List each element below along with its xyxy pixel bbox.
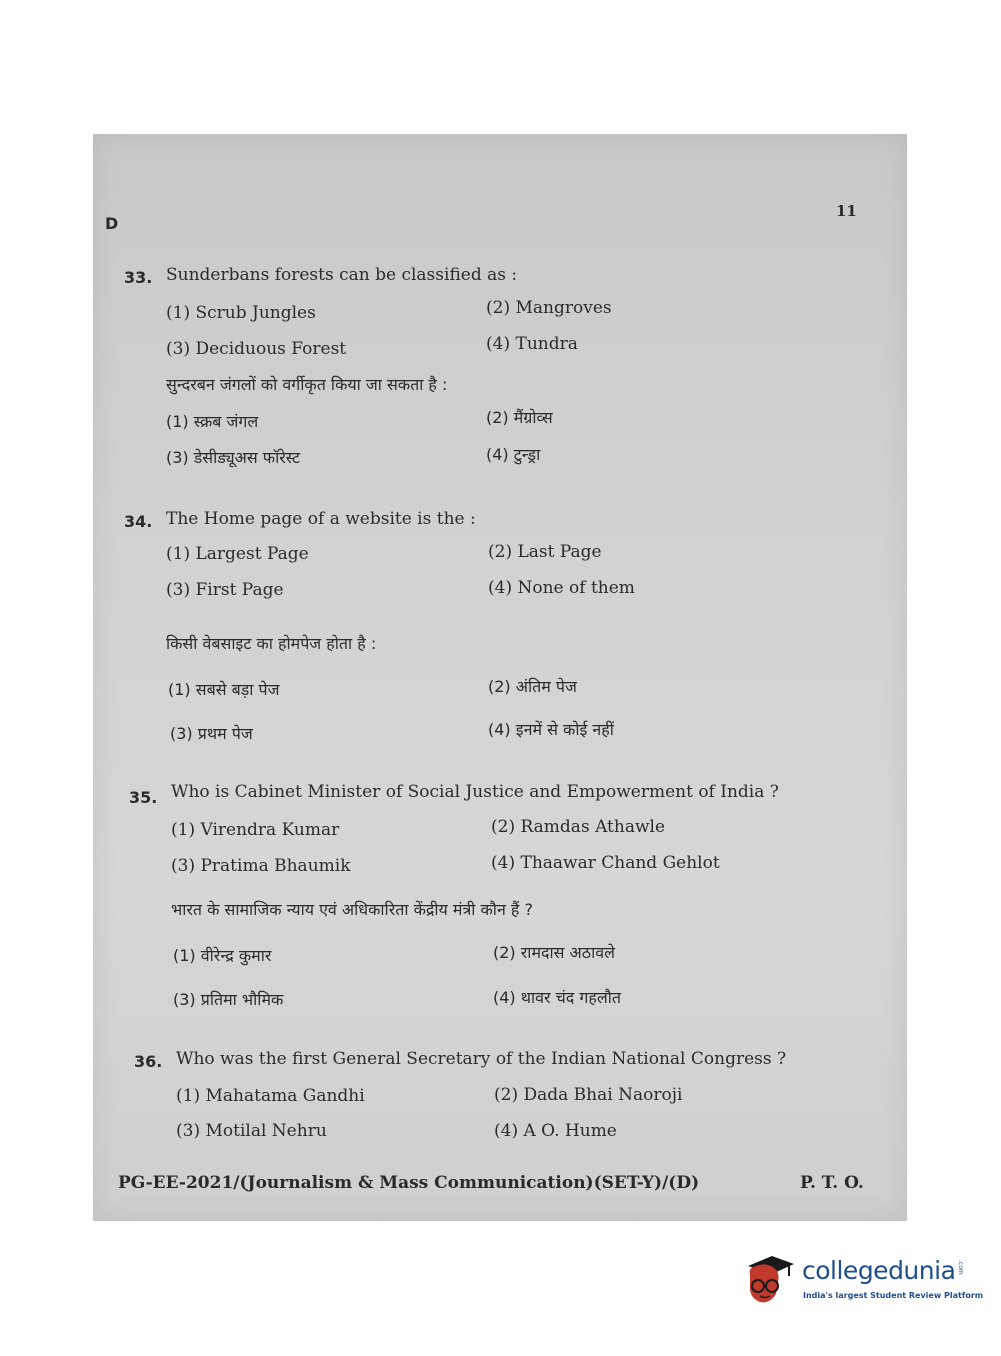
option: (1) Virendra Kumar: [171, 820, 340, 840]
option: (3) First Page: [166, 580, 284, 600]
option-hindi: (1) सबसे बड़ा पेज: [168, 680, 280, 699]
option-hindi: (3) डेसीड्यूअस फॉरेस्ट: [166, 448, 301, 467]
option-hindi: (3) प्रतिमा भौमिक: [173, 990, 284, 1009]
set-letter: D: [105, 214, 119, 233]
option: (2) Dada Bhai Naoroji: [494, 1085, 683, 1105]
collegedunia-watermark: [742, 1248, 984, 1318]
option-hindi: (2) रामदास अठावले: [493, 943, 615, 962]
option: (2) Ramdas Athawle: [491, 817, 666, 837]
option-hindi: (4) टुन्ड्रा: [486, 445, 541, 464]
option: (1) Largest Page: [166, 544, 309, 564]
option-hindi: (1) स्क्रब जंगल: [166, 412, 259, 431]
brand-domain-suffix: .com: [957, 1260, 964, 1275]
student-mascot-icon: [742, 1248, 796, 1308]
option-hindi: (1) वीरेन्द्र कुमार: [173, 946, 272, 965]
question-text-hindi: किसी वेबसाइट का होमपेज होता है :: [166, 634, 377, 653]
question-number: 33.: [124, 268, 153, 287]
question-number: 35.: [129, 788, 158, 807]
footer-pto: P. T. O.: [800, 1173, 864, 1193]
brand-name: collegedunia: [802, 1256, 956, 1285]
option: (1) Mahatama Gandhi: [176, 1086, 365, 1106]
page-number: 11: [836, 202, 857, 220]
option-hindi: (4) थावर चंद गहलौत: [493, 988, 622, 1007]
option-hindi: (2) मैंग्रोव्स: [486, 408, 553, 427]
option: (3) Pratima Bhaumik: [171, 856, 351, 876]
option: (4) Tundra: [486, 334, 578, 354]
footer-exam-code: PG-EE-2021/(Journalism & Mass Communication)(SET-Y)/(D): [118, 1173, 700, 1193]
question-text: Who was the first General Secretary of the Indian National Congress ?: [176, 1049, 787, 1069]
question-number: 36.: [134, 1052, 163, 1071]
question-text: Who is Cabinet Minister of Social Justice and Empowerment of India ?: [171, 782, 779, 802]
option: (2) Mangroves: [486, 298, 612, 318]
question-text-hindi: सुन्दरबन जंगलों को वर्गीकृत किया जा सकता है :: [166, 375, 448, 394]
brand-tagline: India's largest Student Review Platform: [803, 1291, 984, 1300]
option: (4) A O. Hume: [494, 1121, 617, 1141]
question-text: The Home page of a website is the :: [166, 509, 476, 529]
option: (3) Motilal Nehru: [176, 1121, 327, 1141]
option: (4) Thaawar Chand Gehlot: [491, 853, 720, 873]
option: (2) Last Page: [488, 542, 602, 562]
option-hindi: (2) अंतिम पेज: [488, 677, 577, 696]
option: (4) None of them: [488, 578, 635, 598]
option-hindi: (3) प्रथम पेज: [170, 724, 253, 743]
option: (3) Deciduous Forest: [166, 339, 347, 359]
question-text: Sunderbans forests can be classified as :: [166, 265, 518, 285]
option: (1) Scrub Jungles: [166, 303, 316, 323]
question-text-hindi: भारत के सामाजिक न्याय एवं अधिकारिता केंद्रीय मंत्री कौन हैं ?: [171, 900, 533, 919]
option-hindi: (4) इनमें से कोई नहीं: [488, 720, 614, 739]
question-number: 34.: [124, 512, 153, 531]
